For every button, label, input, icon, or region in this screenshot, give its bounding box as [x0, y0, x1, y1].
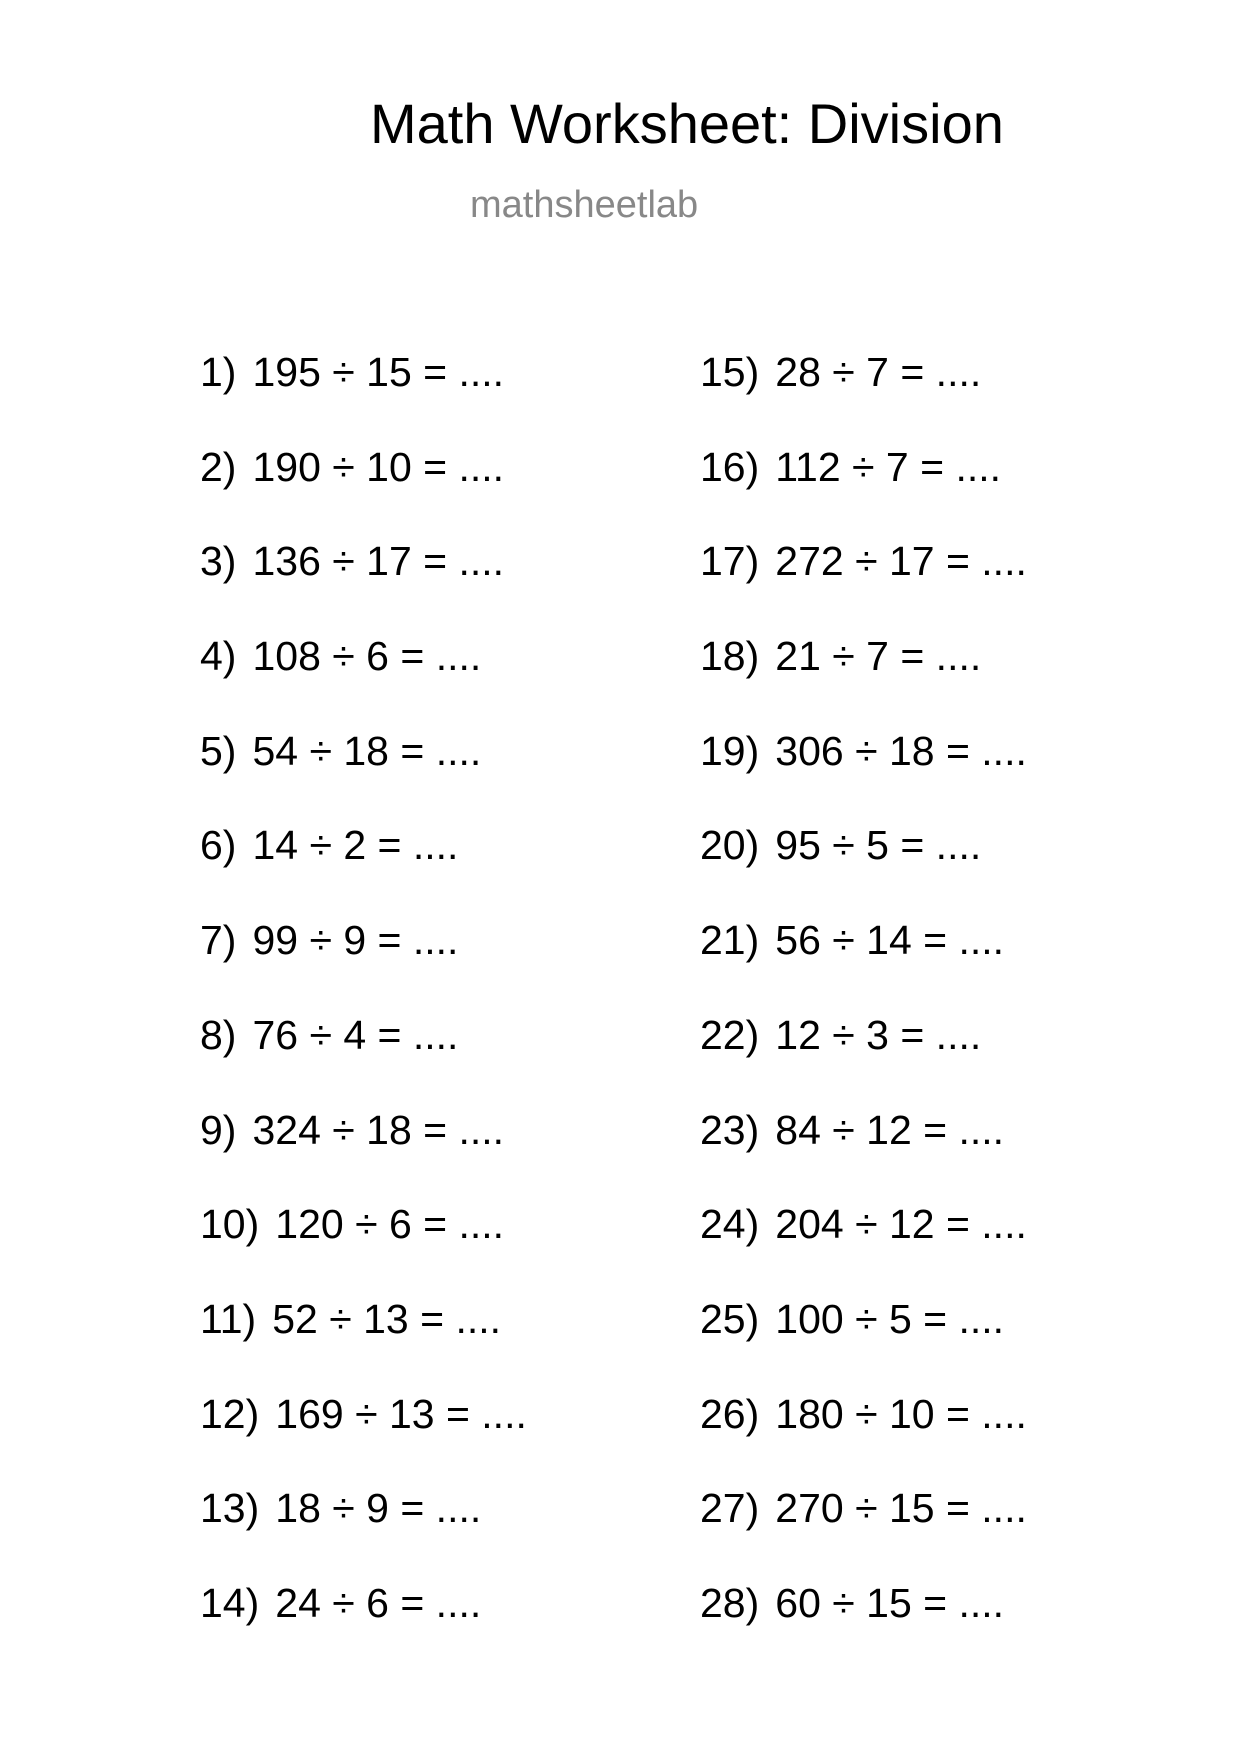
problem-number: 2) — [200, 443, 237, 490]
problem-item — [200, 1579, 527, 1678]
problem-item — [700, 1201, 1027, 1299]
problem-expression: 324 ÷ 18 = .... — [252, 1106, 505, 1153]
problem-item — [700, 1579, 1027, 1678]
problem-expression: 180 ÷ 10 = .... — [775, 1390, 1027, 1437]
problem-item — [700, 538, 1027, 636]
problem-expression: 18 ÷ 9 = .... — [275, 1485, 482, 1532]
problem-item — [200, 349, 527, 447]
problem-number: 12) — [200, 1390, 260, 1437]
problem-expression: 306 ÷ 18 = .... — [775, 727, 1027, 774]
problem-number: 17) — [700, 538, 760, 585]
problem-item — [200, 822, 527, 920]
problem-number: 22) — [700, 1011, 760, 1058]
problem-expression: 112 ÷ 7 = .... — [775, 443, 1002, 490]
problem-number: 26) — [700, 1390, 760, 1437]
problem-number: 23) — [700, 1106, 760, 1153]
problem-number: 27) — [700, 1485, 760, 1532]
problem-item — [700, 349, 1027, 447]
problem-number: 18) — [700, 633, 760, 680]
problem-number: 13) — [200, 1485, 260, 1532]
problem-number: 10) — [200, 1201, 260, 1248]
problem-item — [200, 1201, 527, 1299]
problem-expression: 52 ÷ 13 = .... — [272, 1295, 502, 1342]
problem-number: 24) — [700, 1201, 760, 1248]
worksheet-title: Math Worksheet: Division — [370, 92, 1004, 155]
problem-number: 3) — [200, 538, 237, 585]
problem-expression: 270 ÷ 15 = .... — [775, 1485, 1027, 1532]
problem-expression: 272 ÷ 17 = .... — [775, 538, 1027, 585]
problem-item — [700, 1106, 1027, 1205]
problem-number: 8) — [200, 1011, 237, 1058]
problem-number: 1) — [200, 349, 237, 395]
problem-expression: 14 ÷ 2 = .... — [252, 822, 459, 869]
problem-item — [700, 917, 1027, 1015]
problem-item — [700, 633, 1027, 731]
problem-expression: 204 ÷ 12 = .... — [775, 1201, 1027, 1248]
problem-expression: 21 ÷ 7 = .... — [775, 633, 982, 680]
problem-list-right — [700, 349, 1027, 1678]
problem-item — [200, 1011, 527, 1110]
problem-number: 20) — [700, 822, 760, 869]
problem-expression: 169 ÷ 13 = .... — [275, 1390, 527, 1437]
worksheet-subtitle: mathsheetlab — [470, 184, 699, 226]
problem-expression: 136 ÷ 17 = .... — [252, 538, 505, 585]
problem-item — [200, 917, 527, 1015]
problem-expression: 99 ÷ 9 = .... — [252, 917, 459, 964]
problem-number: 7) — [200, 917, 237, 964]
problem-item — [700, 1011, 1027, 1110]
problem-number: 9) — [200, 1106, 237, 1153]
problem-expression: 60 ÷ 15 = .... — [775, 1579, 1005, 1626]
problem-number: 28) — [700, 1579, 760, 1626]
problem-expression: 54 ÷ 18 = .... — [252, 727, 482, 774]
problem-item — [700, 1485, 1027, 1583]
problem-expression: 24 ÷ 6 = .... — [275, 1579, 482, 1626]
problem-expression: 190 ÷ 10 = .... — [252, 443, 505, 490]
problem-expression: 56 ÷ 14 = .... — [775, 917, 1005, 964]
problem-item — [700, 443, 1027, 542]
problem-item — [700, 822, 1027, 920]
problem-expression: 100 ÷ 5 = .... — [775, 1295, 1005, 1342]
problem-expression: 108 ÷ 6 = .... — [252, 633, 482, 680]
problem-number: 15) — [700, 349, 760, 395]
problem-expression: 84 ÷ 12 = .... — [775, 1106, 1005, 1153]
problem-item — [200, 1295, 527, 1394]
problem-item — [200, 443, 527, 542]
problem-number: 4) — [200, 633, 237, 680]
problem-item — [200, 1485, 527, 1583]
problem-number: 5) — [200, 727, 237, 774]
problem-item — [700, 1295, 1027, 1394]
problem-number: 16) — [700, 443, 760, 490]
problem-item — [700, 1390, 1027, 1489]
problem-expression: 12 ÷ 3 = .... — [775, 1011, 982, 1058]
problem-number: 25) — [700, 1295, 760, 1342]
problem-item — [200, 727, 527, 826]
problem-number: 19) — [700, 727, 760, 774]
problem-expression: 195 ÷ 15 = .... — [252, 349, 505, 395]
problem-list-left — [200, 349, 527, 1678]
problem-item — [200, 1106, 527, 1205]
problem-item — [200, 538, 527, 636]
problem-expression: 120 ÷ 6 = .... — [275, 1201, 505, 1248]
problem-number: 11) — [200, 1295, 257, 1342]
problem-expression: 28 ÷ 7 = .... — [775, 349, 982, 395]
problem-item — [200, 633, 527, 731]
problem-expression: 76 ÷ 4 = .... — [252, 1011, 459, 1058]
problem-number: 21) — [700, 917, 760, 964]
problem-item — [700, 727, 1027, 826]
problem-number: 6) — [200, 822, 237, 869]
problem-expression: 95 ÷ 5 = .... — [775, 822, 982, 869]
problem-item — [200, 1390, 527, 1489]
problem-number: 14) — [200, 1579, 260, 1626]
